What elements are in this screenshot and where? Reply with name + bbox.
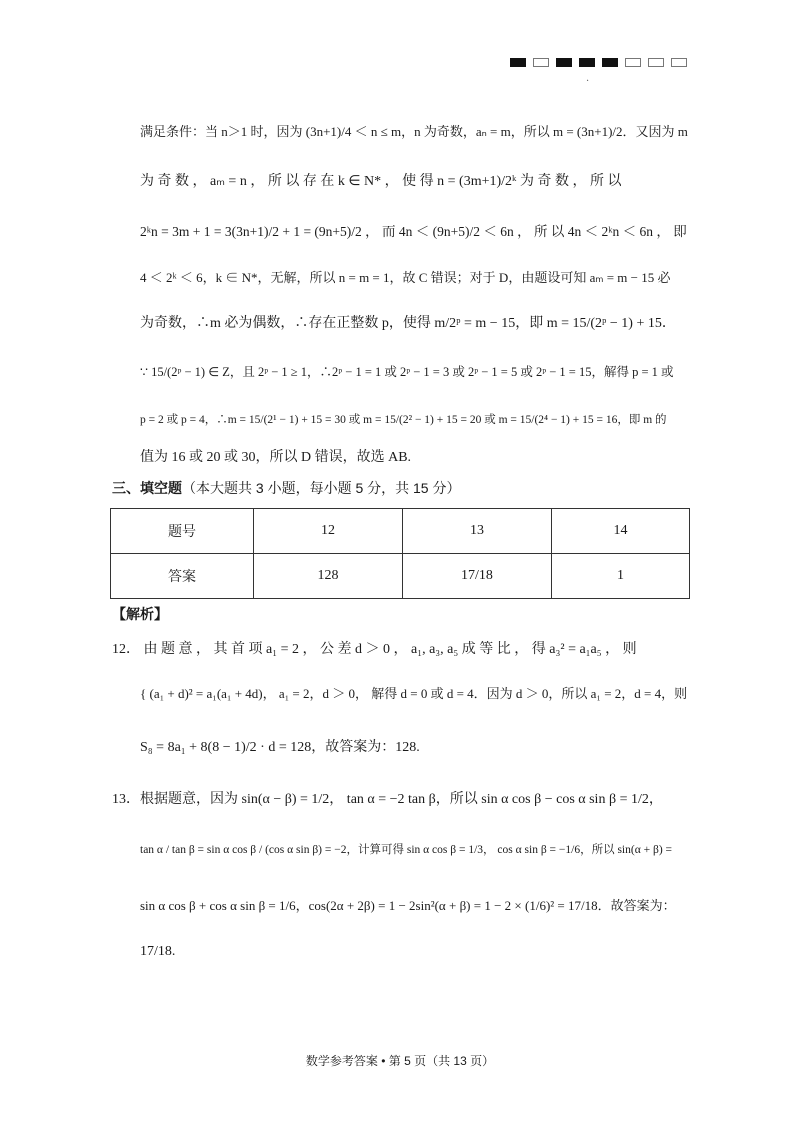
problem13-line: sin α cos β + cos α sin β = 1/6，cos(2α + 2β) = 1 − 2sin²(α + β) = 1 − 2 × (1/6)² = 17/18．故答案为：	[140, 898, 676, 913]
header-mark	[602, 58, 618, 67]
header-mark	[533, 58, 549, 67]
solution-line: 值为 16 或 20 或 30，所以 D 错误，故选 AB.	[140, 450, 412, 465]
table-cell: 题号	[111, 509, 254, 554]
table-cell: 17/18	[403, 554, 552, 599]
problem12-line: S₈ = 8a₁ + 8(8 − 1)/2 · d = 128，故答案为：128.	[140, 740, 420, 755]
table-cell: 1	[552, 554, 690, 599]
header-mark	[648, 58, 664, 67]
table-row	[111, 509, 690, 554]
table-cell: 答案	[111, 554, 254, 599]
analysis-tag: 【解析】	[112, 607, 168, 623]
table-cell: 13	[403, 509, 552, 554]
solution-line: 为奇数，∴m 必为偶数，∴存在正整数 p，使得 m/2ᵖ = m − 15，即 m = 15/(2ᵖ − 1) + 15．	[140, 316, 676, 331]
table-cell: 14	[552, 509, 690, 554]
section-heading	[112, 478, 460, 498]
solution-line: 4 ＜ 2ᵏ ＜ 6，k ∈ N*，无解，所以 n = m = 1，故 C 错误；对于 D，由题设可知 aₘ = m − 15 必	[140, 270, 671, 285]
page-footer: 数学参考答案 • 第 5 页（共 13 页）	[305, 1054, 495, 1068]
table-row	[111, 554, 690, 599]
solution-line: p = 2 或 p = 4，∴m = 15/(2¹ − 1) + 15 = 30 或 m = 15/(2² − 1) + 15 = 20 或 m = 15/(2⁴ − 1) + 15 = 16，即 m 的	[140, 414, 667, 426]
section-title: 三、填空题	[112, 480, 182, 496]
problem13-line: 13．根据题意，因为 sin(α − β) = 1/2， tan α = −2 tan β，所以 sin α cos β − cos α sin β = 1/2，	[112, 792, 663, 807]
header-mark	[625, 58, 641, 67]
header-small-mark: ·	[586, 76, 590, 87]
section-note: （本大题共 3 小题，每小题 5 分，共 15 分）	[182, 480, 461, 496]
problem13-line: 17/18.	[140, 944, 176, 959]
table-cell: 128	[254, 554, 403, 599]
answer-table	[110, 508, 690, 599]
header-mark	[510, 58, 526, 67]
table-cell: 12	[254, 509, 403, 554]
solution-line: 2ᵏn = 3m + 1 = 3(3n+1)/2 + 1 = (9n+5)/2 ， 而 4n ＜ (9n+5)/2 ＜ 6n ， 所 以 4n ＜ 2ᵏn ＜ 6n ， 即	[140, 224, 687, 239]
problem13-line: tan α / tan β = sin α cos β / (cos α sin β) = −2，计算可得 sin α cos β = 1/3， cos α sin β = −1/6，所以 sin(α + β) =	[140, 844, 673, 856]
header-mark	[579, 58, 595, 67]
problem12-line: { (a₁ + d)² = a₁(a₁ + 4d)， a₁ = 2，d ＞ 0， 解得 d = 0 或 d = 4．因为 d ＞ 0，所以 a₁ = 2，d = 4，则	[140, 686, 688, 701]
problem12-line: 12． 由 题 意 ， 其 首 项 a₁ = 2 ， 公 差 d ＞ 0 ， a₁, a₃, a₅ 成 等 比 ， 得 a₃² = a₁a₅ ， 则	[112, 642, 637, 657]
solution-line: 满足条件：当 n＞1 时，因为 (3n+1)/4 ＜ n ≤ m，n 为奇数，aₙ = m，所以 m = (3n+1)/2．又因为 m	[140, 124, 688, 139]
header-mark	[671, 58, 687, 67]
header-marks	[510, 58, 687, 67]
solution-line: ∵ 15/(2ᵖ − 1) ∈ Z，且 2ᵖ − 1 ≥ 1，∴2ᵖ − 1 = 1 或 2ᵖ − 1 = 3 或 2ᵖ − 1 = 5 或 2ᵖ − 1 = 15，解得 p = 1 或	[140, 365, 674, 379]
header-mark	[556, 58, 572, 67]
solution-line: 为 奇 数 ， aₘ = n ， 所 以 存 在 k ∈ N* ， 使 得 n = (3m+1)/2ᵏ 为 奇 数 ， 所 以	[140, 174, 622, 189]
